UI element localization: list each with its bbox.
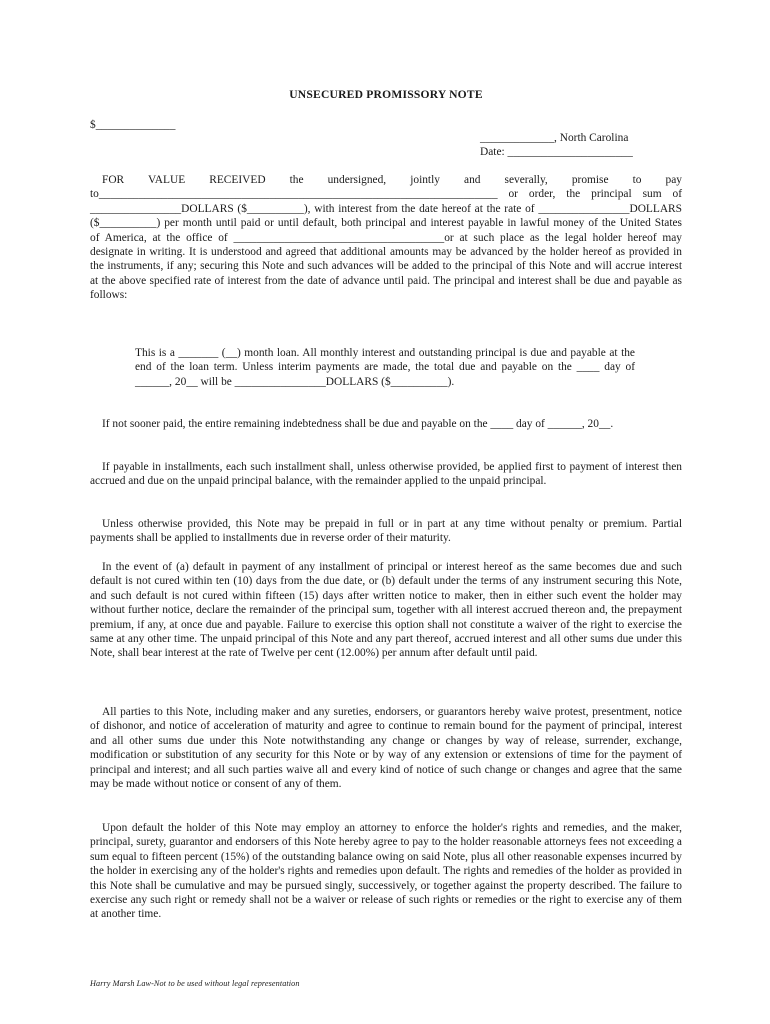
paragraph-default: In the event of (a) default in payment of any installment of principal or interest hereof as the same becomes due and such default is not cured within ten (10) days from the due date, or (b) default under the terms of any instrument securing this Note, and such default is not cured within fifteen (15) days after written notice to maker, then in either such event the holder may without further notice, declare the remainder of the principal sum, together with all interest accrued thereon and, the prepayment premium, if any, at once due and payable. Failure to exercise this option shall not constitute a waiver of the right to exercise the same at any other time. The unpaid principal of this Note and any part thereof, accrued interest and all other sums due under this Note, shall bear interest at the rate of Twelve per cent (12.00%) per annum after default until paid. <box>90 561 682 660</box>
paragraph-waiver: All parties to this Note, including maker and any sureties, endorsers, or guarantors hereby waive protest, presentment, notice of dishonor, and notice of acceleration of maturity and agree to continue to remain bound for the payment of principal, interest and all other sums due under this Note notwithstanding any change or changes by way of release, surrender, exchange, modification or substitution of any security for this Note or by way of any extension or extensions of time for the payment of principal and interest; and all such parties waive all and every kind of notice of such change or changes and agree that the same may be made without notice or consent of any of them. <box>90 706 682 791</box>
paragraph-prepayment: Unless otherwise provided, this Note may be prepaid in full or in part at any time without penalty or premium. Partial payments shall be applied to installments due in reverse order of their maturity. <box>90 518 682 545</box>
paragraph-attorney-fees: Upon default the holder of this Note may employ an attorney to enforce the holder's rights and remedies, and the maker, principal, surety, guarantor and endorsers of this Note hereby agree to pay to the holder reasonable attorneys fees not exceeding a sum equal to fifteen percent (15%) of the outstanding balance owing on said Note, plus all other reasonable expenses incurred by the holder in exercising any of the holder's rights and remedies upon default. The rights and remedies of the holder as provided in this Note shall be cumulative and may be pursued singly, successively, or together against the property described. The failure to exercise any such right or remedy shall not be a waiver or release of such rights or remedies or the right to exercise any of them at another time. <box>90 822 682 921</box>
paragraph-installments: If payable in installments, each such installment shall, unless otherwise provided, be applied first to payment of interest then accrued and due on the unpaid principal balance, with the remainder applied to the unpaid principal. <box>90 461 682 488</box>
footer-note: Harry Marsh Law-Not to be used without legal representation <box>90 979 300 988</box>
paragraph-for-value-received: FOR VALUE RECEIVED the undersigned, jointly and severally, promise to pay to______________________________________________________________________ or order, the principal sum of ________________DOLLARS ($__________), with interest from the date hereof at the rate of ________________DOLLARS ($__________) per month until paid or until default, both principal and interest payable in lawful money of the United States of America, at the office of _____________________________________or at such place as the legal holder hereof may designate in writing. It is understood and agreed that additional amounts may be advanced by the holder hereof as provided in the instruments, if any; securing this Note and such advances will be added to the principal of this Note and will accrue interest at the above specified rate of interest from the date of advance until paid. The principal and interest shall be due and payable as follows: <box>90 174 682 302</box>
amount-line: $______________ <box>90 119 176 131</box>
paragraph-maturity: If not sooner paid, the entire remaining indebtedness shall be due and payable on the ____ day of ______, 20__. <box>102 418 614 430</box>
date-line: Date: ______________________ <box>480 146 633 159</box>
location-line: _____________, North Carolina <box>480 132 629 144</box>
paragraph-loan-terms: This is a _______ (__) month loan. All monthly interest and outstanding principal is due and payable at the end of the loan term. Unless interim payments are made, the total due and payable on the ____ day of ______, 20__ will be ________________DOLLARS ($__________). <box>135 347 635 388</box>
document-title: UNSECURED PROMISSORY NOTE <box>289 88 483 101</box>
document-page <box>90 0 682 1024</box>
location-date-block <box>480 131 680 160</box>
